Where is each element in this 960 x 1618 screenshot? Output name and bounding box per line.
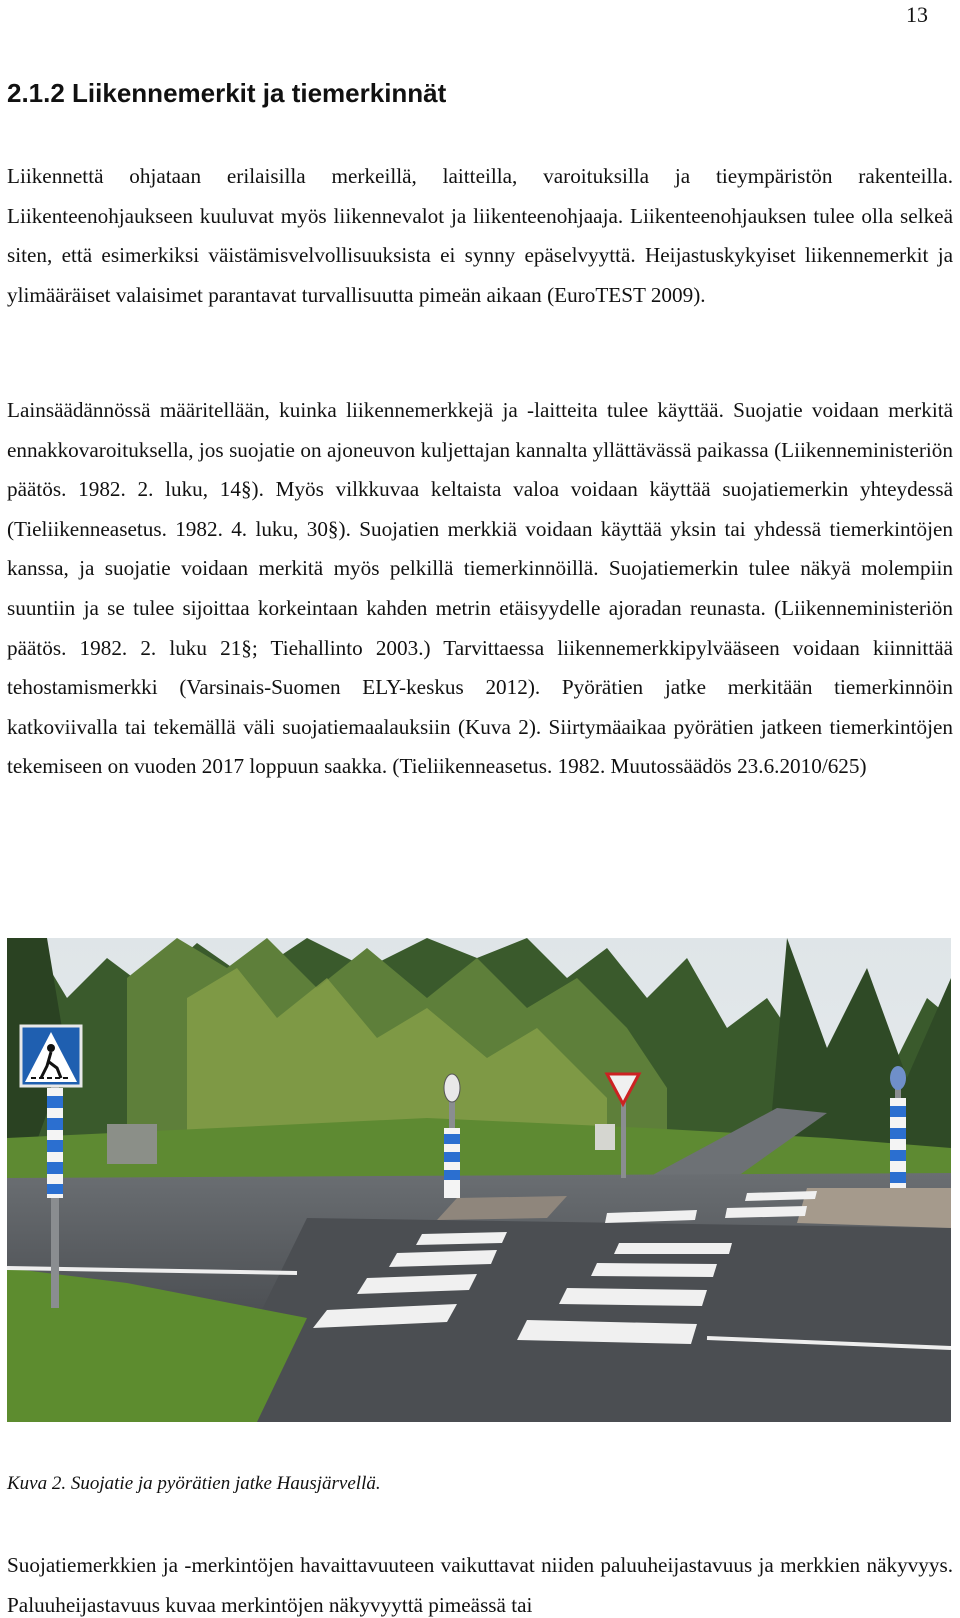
reflector-post-right	[890, 1066, 906, 1188]
figure-caption: Kuva 2. Suojatie ja pyörätien jatke Hausjärvellä.	[7, 1473, 381, 1494]
paragraph-reflectivity: Suojatiemerkkien ja -merkintöjen havaittavuuteen vaikuttavat niiden paluuheijastavuus ja merkkien näkyvyys. Paluuheijastavuus kuvaa merkintöjen näkyvyyttä pimeässä tai	[7, 1553, 953, 1617]
crosswalk-sign-icon	[21, 1026, 81, 1086]
bus-shelter	[107, 1124, 157, 1164]
paragraph-intro: Liikennettä ohjataan erilaisilla merkeillä, laitteilla, varoituksilla ja tieympäristön rakenteilla. Liikenteenohjaukseen kuuluvat myös liikennevalot ja liikenteenohjaaja. Liikenteenohjauksen tulee olla selkeä siten, että esimerkiksi väistämisvelvollisuuksista ei synny epäselvyyttä. Heijastuskykyiset liikennemerkit ja ylimääräiset valaisimet parantavat turvallisuutta pimeän aikaan (EuroTEST 2009).	[7, 164, 953, 307]
section-heading: 2.1.2 Liikennemerkit ja tiemerkinnät	[7, 78, 447, 108]
traffic-island	[437, 1196, 567, 1220]
figure-crosswalk-photo	[7, 938, 951, 1422]
crosswalk-photo-illustration	[7, 938, 951, 1422]
page-number: 13	[906, 2, 928, 27]
paragraph-legislation: Lainsäädännössä määritellään, kuinka liikennemerkkejä ja -laitteita tulee käyttää. Suojatie voidaan merkitä ennakkovaroituksella, jos suojatie on ajoneuvon kuljettajan kannalta yllättävässä paikassa (Liikenneministeriön päätös. 1982. 2. luku, 14§). Myös vilkkuvaa keltaista valoa voidaan käyttää suojatiemerkin yhteydessä (Tieliikenneasetus. 1982. 4. luku, 30§). Suojatien merkkiä voidaan käyttää yksin tai yhdessä tiemerkintöjen kanssa, ja suojatie voidaan merkitä myös pelkillä tiemerkinnöillä. Suojatiemerkin tulee näkyä molempiin suuntiin ja se tulee sijoittaa korkeintaan kahden metrin etäisyydelle ajoradan reunasta. (Liikenneministeriön päätös. 1982. 2. luku 21§; Tiehallinto 2003.) Tarvittaessa liikennemerkkipylvääseen voidaan kiinnittää tehostamismerkki (Varsinais-Suomen ELY-keskus 2012). Pyörätien jatke merkitään tiemerkinnöin katkoviivalla tai tekemällä väli suojatiemaalauksiin (Kuva 2). Siirtymäaikaa pyörätien jatkeen tiemerkintöjen tekemiseen on vuoden 2017 loppuun saakka. (Tieliikenneasetus. 1982. Muutossäädös 23.6.2010/625)	[7, 398, 953, 779]
curb-right	[797, 1188, 951, 1228]
info-board	[595, 1124, 615, 1150]
road-foreground	[207, 1218, 951, 1422]
reflector-post-left	[47, 1088, 63, 1198]
reflector-post-middle	[444, 1074, 460, 1198]
